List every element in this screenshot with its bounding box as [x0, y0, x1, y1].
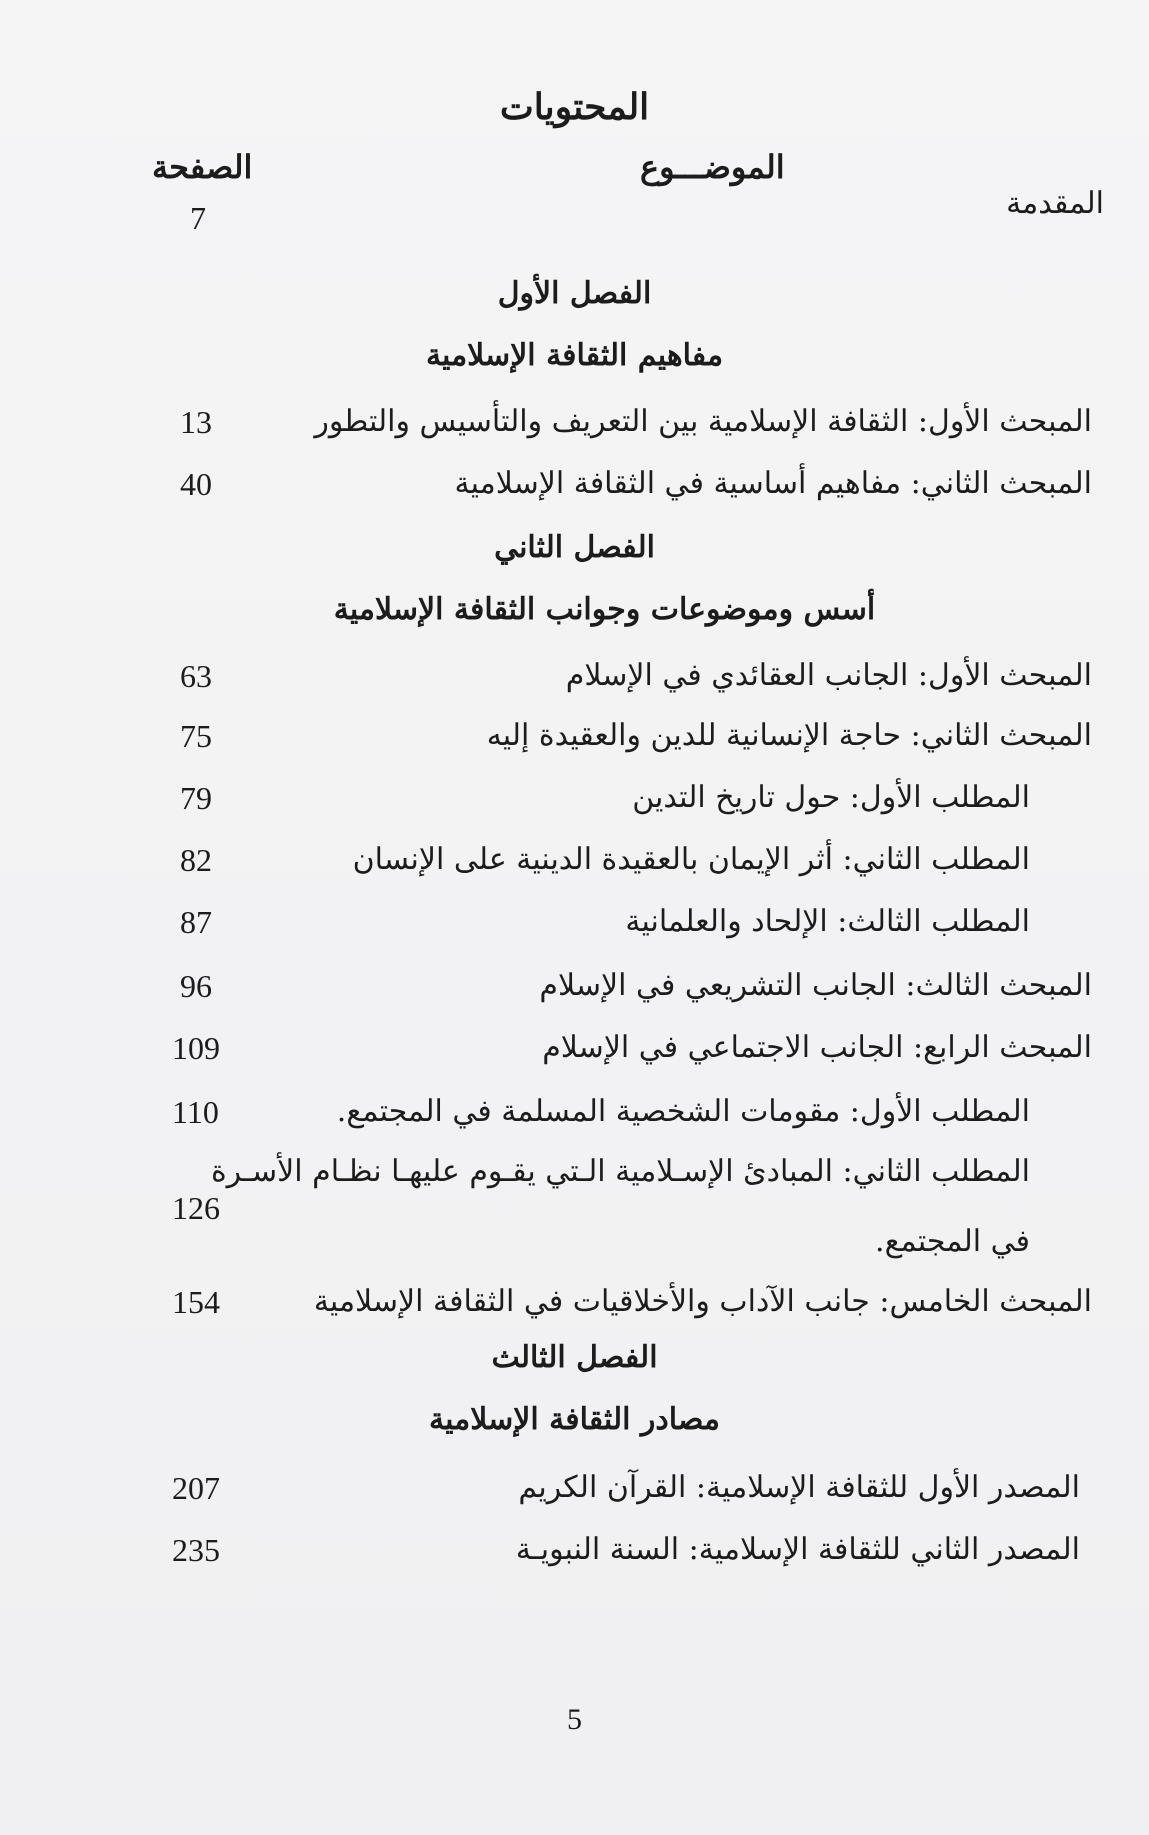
chapter-heading: الفصل الثاني — [494, 530, 655, 565]
chapter-subtitle: مصادر الثقافة الإسلامية — [429, 1402, 720, 1437]
toc-entry-text: المصدر الأول للثقافة الإسلامية: القرآن الكريم — [518, 1470, 1080, 1505]
toc-entry — [150, 1468, 1080, 1508]
toc-entry-text-continued: في المجتمع. — [875, 1224, 1030, 1259]
toc-entry — [150, 402, 1092, 442]
toc-entry — [150, 1028, 1092, 1068]
toc-entry — [150, 716, 1092, 756]
toc-entry-text: المبحث الرابع: الجانب الاجتماعي في الإسلام — [542, 1030, 1092, 1065]
toc-entry-text: المطلب الثالث: الإلحاد والعلمانية — [625, 904, 1030, 939]
toc-subentry-multiline — [150, 1152, 1030, 1262]
page-number: 5 — [567, 1703, 582, 1736]
toc-entry-page: 82 — [180, 842, 212, 878]
toc-subentry — [150, 778, 1030, 818]
toc-entry-text: المطلب الثاني: أثر الإيمان بالعقيدة الدينية على الإنسان — [352, 842, 1030, 877]
toc-entry-page: 154 — [172, 1284, 220, 1320]
toc-entry-page: 235 — [172, 1532, 220, 1568]
toc-entry-page: 63 — [180, 658, 212, 694]
toc-entry-text: المبحث الأول: الجانب العقائدي في الإسلام — [565, 658, 1092, 693]
page-column-header: الصفحة — [152, 148, 253, 186]
subject-column-header: الموضـــوع — [640, 148, 785, 186]
toc-entry — [150, 464, 1092, 504]
toc-entry-page: 96 — [180, 968, 212, 1004]
toc-entry-page: 87 — [180, 904, 212, 940]
toc-entry-text: المطلب الأول: حول تاريخ التدين — [632, 780, 1030, 815]
toc-entry-text: المبحث الثاني: مفاهيم أساسية في الثقافة الإسلامية — [454, 466, 1092, 501]
toc-entry-page: 207 — [172, 1470, 220, 1506]
toc-entry-page: 75 — [180, 718, 212, 754]
toc-entry-page: 79 — [180, 780, 212, 816]
toc-entry — [150, 1530, 1080, 1570]
toc-subentry — [150, 1092, 1030, 1132]
toc-entry-page: 40 — [180, 466, 212, 502]
toc-entry-text: المطلب الأول: مقومات الشخصية المسلمة في المجتمع. — [336, 1094, 1030, 1129]
toc-entry-page: 13 — [180, 404, 212, 440]
toc-title: المحتويات — [499, 86, 650, 128]
toc-entry-text: المبحث الثاني: حاجة الإنسانية للدين والعقيدة إليه — [486, 718, 1092, 753]
toc-entry — [150, 656, 1092, 696]
toc-entry — [150, 1282, 1092, 1322]
chapter-subtitle: أسس وموضوعات وجوانب الثقافة الإسلامية — [333, 592, 876, 627]
chapter-heading: الفصل الأول — [497, 276, 652, 311]
toc-entry-page: 110 — [172, 1094, 219, 1130]
toc-entry-text: المبحث الثالث: الجانب التشريعي في الإسلام — [539, 968, 1092, 1003]
toc-entry-text: المبحث الخامس: جانب الآداب والأخلاقيات في الثقافة الإسلامية — [313, 1284, 1092, 1319]
chapter-subtitle: مفاهيم الثقافة الإسلامية — [425, 338, 724, 373]
toc-subentry — [150, 902, 1030, 942]
toc-subentry — [150, 840, 1030, 880]
toc-entry-page: 126 — [172, 1190, 220, 1226]
toc-entry-text: المطلب الثاني: المبادئ الإسـلامية الـتي يقـوم عليهـا نظـام الأسـرة — [210, 1154, 1030, 1189]
toc-entry-page: 109 — [172, 1030, 220, 1066]
toc-entry-text: المقدمة — [1006, 186, 1104, 221]
toc-entry-intro — [150, 184, 1104, 236]
toc-entry — [150, 966, 1092, 1006]
chapter-heading: الفصل الثالث — [491, 1340, 658, 1375]
toc-entry-page: 7 — [190, 200, 206, 236]
toc-entry-text: المبحث الأول: الثقافة الإسلامية بين التعريف والتأسيس والتطور — [314, 404, 1092, 439]
toc-entry-text: المصدر الثاني للثقافة الإسلامية: السنة النبويـة — [515, 1532, 1080, 1567]
